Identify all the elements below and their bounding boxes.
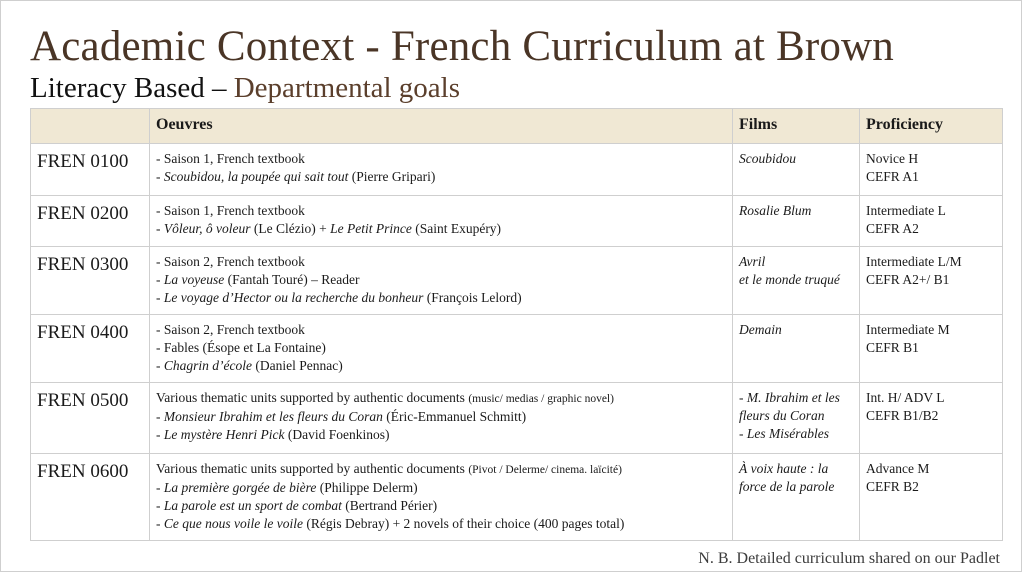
oeuvre-text: - xyxy=(156,409,164,424)
oeuvre-line xyxy=(156,253,726,271)
proficiency-level: Int. H/ ADV L xyxy=(866,390,945,405)
proficiency-level: CEFR B1 xyxy=(866,340,919,355)
oeuvre-line xyxy=(156,426,726,444)
proficiency-level: Advance M xyxy=(866,461,930,476)
oeuvre-text: (Pivot / Delerme/ cinema. laïcité) xyxy=(468,464,622,476)
film-title: - Les Misérables xyxy=(739,426,829,441)
oeuvre-text: (François Lelord) xyxy=(423,290,522,305)
oeuvre-text: (Pierre Gripari) xyxy=(348,169,436,184)
work-title: Le Petit Prince xyxy=(330,221,412,236)
course-code-text: FREN 0500 xyxy=(37,390,129,411)
oeuvre-text: (Daniel Pennac) xyxy=(251,358,343,373)
oeuvre-line xyxy=(156,271,726,289)
oeuvre-text: (Fantah Touré) – Reader xyxy=(224,272,360,287)
proficiency-level: CEFR A2 xyxy=(866,221,919,236)
oeuvre-line xyxy=(156,479,726,497)
oeuvre-text: Various thematic units supported by authentic documents xyxy=(156,461,469,476)
work-title: La première gorgée de bière xyxy=(163,480,317,495)
oeuvre-text: (music/ medias / graphic novel) xyxy=(468,393,614,405)
oeuvres-cell xyxy=(150,196,733,247)
films-cell xyxy=(733,383,860,454)
proficiency-cell xyxy=(860,196,1003,247)
films-cell xyxy=(733,196,860,247)
oeuvre-text: (Le Clézio) + xyxy=(250,221,331,236)
proficiency-level: Intermediate L/M xyxy=(866,254,962,269)
proficiency-cell xyxy=(860,247,1003,315)
film-title: et le monde truqué xyxy=(739,272,840,287)
proficiency-level: CEFR A2+/ B1 xyxy=(866,272,950,287)
oeuvre-line xyxy=(156,321,726,339)
oeuvre-text: - Saison 1, French textbook xyxy=(156,151,305,166)
film-title: Scoubidou xyxy=(739,151,796,166)
oeuvre-line xyxy=(156,460,726,479)
table-row xyxy=(31,144,1003,196)
oeuvre-text: (Éric-Emmanuel Schmitt) xyxy=(382,409,527,424)
work-title: Scoubidou, la poupée qui sait tout xyxy=(163,169,349,184)
oeuvre-text: - xyxy=(156,498,164,513)
oeuvre-text: Various thematic units supported by authentic documents xyxy=(156,390,469,405)
oeuvre-text: - xyxy=(156,358,164,373)
table-row xyxy=(31,315,1003,383)
table-header-row xyxy=(31,109,1003,144)
course-code-text: FREN 0400 xyxy=(37,322,129,343)
oeuvre-text: - xyxy=(156,290,164,305)
oeuvre-text: - xyxy=(156,169,164,184)
oeuvre-line xyxy=(156,220,726,238)
course-code xyxy=(31,454,150,541)
film-title: Demain xyxy=(739,322,782,337)
oeuvre-text: (David Foenkinos) xyxy=(284,427,390,442)
oeuvre-line xyxy=(156,357,726,375)
proficiency-cell xyxy=(860,383,1003,454)
oeuvre-line xyxy=(156,389,726,408)
work-title: La parole est un sport de combat xyxy=(163,498,342,513)
film-title: - M. Ibrahim et les fleurs du Coran xyxy=(739,390,840,423)
proficiency-level: Novice H xyxy=(866,151,919,166)
slide-subtitle xyxy=(30,72,460,105)
oeuvre-line xyxy=(156,339,726,357)
oeuvre-text: (Saint Exupéry) xyxy=(411,221,502,236)
oeuvres-cell xyxy=(150,315,733,383)
proficiency-level: Intermediate L xyxy=(866,203,946,218)
proficiency-level: Intermediate M xyxy=(866,322,950,337)
oeuvre-line xyxy=(156,515,726,533)
header-course xyxy=(31,109,150,144)
course-code xyxy=(31,247,150,315)
work-title: Monsieur Ibrahim et les fleurs du Coran xyxy=(163,409,383,424)
oeuvre-text: - xyxy=(156,427,164,442)
oeuvre-text: - xyxy=(156,516,164,531)
table-row xyxy=(31,454,1003,541)
course-code-text: FREN 0200 xyxy=(37,203,129,224)
work-title: Vôleur, ô voleur xyxy=(163,221,251,236)
oeuvre-text: (Philippe Delerm) xyxy=(316,480,418,495)
proficiency-level: CEFR A1 xyxy=(866,169,919,184)
header-oeuvres: Oeuvres xyxy=(150,109,733,144)
proficiency-level: CEFR B1/B2 xyxy=(866,408,939,423)
oeuvre-text: - Fables (Ésope et La Fontaine) xyxy=(156,340,326,355)
proficiency-cell xyxy=(860,454,1003,541)
oeuvre-text: - Saison 2, French textbook xyxy=(156,254,305,269)
slide-title: Academic Context - French Curriculum at Brown xyxy=(30,23,895,70)
curriculum-table xyxy=(30,108,1003,541)
header-films: Films xyxy=(733,109,860,144)
films-cell xyxy=(733,247,860,315)
oeuvres-cell xyxy=(150,247,733,315)
work-title: Ce que nous voile le voile xyxy=(163,516,303,531)
work-title: Le mystère Henri Pick xyxy=(163,427,285,442)
oeuvre-text: (Régis Debray) + 2 novels of their choice (400 pages total) xyxy=(302,516,625,531)
course-code-text: FREN 0300 xyxy=(37,254,129,275)
subtitle-prefix: Literacy Based – xyxy=(30,72,234,104)
oeuvre-text: - Saison 1, French textbook xyxy=(156,203,305,218)
oeuvre-line xyxy=(156,497,726,515)
work-title: Le voyage d’Hector ou la recherche du bonheur xyxy=(163,290,424,305)
films-cell xyxy=(733,454,860,541)
film-title: Avril xyxy=(739,254,766,269)
course-code xyxy=(31,144,150,196)
oeuvre-line xyxy=(156,202,726,220)
film-title: Rosalie Blum xyxy=(739,203,812,218)
table-row xyxy=(31,196,1003,247)
subtitle-highlight: Departmental goals xyxy=(233,72,461,104)
course-code xyxy=(31,196,150,247)
course-code-text: FREN 0100 xyxy=(37,151,129,172)
oeuvres-cell xyxy=(150,383,733,454)
work-title: Chagrin d’école xyxy=(163,358,252,373)
films-cell xyxy=(733,315,860,383)
oeuvre-line xyxy=(156,289,726,307)
oeuvre-text: - xyxy=(156,480,164,495)
oeuvre-line xyxy=(156,408,726,426)
work-title: La voyeuse xyxy=(163,272,225,287)
footer-note: N. B. Detailed curriculum shared on our Padlet xyxy=(698,550,1000,567)
course-code xyxy=(31,383,150,454)
header-proficiency: Proficiency xyxy=(860,109,1003,144)
oeuvre-line xyxy=(156,150,726,168)
proficiency-level: CEFR B2 xyxy=(866,479,919,494)
films-cell xyxy=(733,144,860,196)
table-row xyxy=(31,383,1003,454)
film-title: À voix haute : la force de la parole xyxy=(739,461,835,494)
table-row xyxy=(31,247,1003,315)
oeuvre-text: - xyxy=(156,272,164,287)
oeuvre-text: (Bertrand Périer) xyxy=(341,498,438,513)
course-code-text: FREN 0600 xyxy=(37,461,129,482)
oeuvre-text: - xyxy=(156,221,164,236)
oeuvre-line xyxy=(156,168,726,186)
oeuvre-text: - Saison 2, French textbook xyxy=(156,322,305,337)
oeuvres-cell xyxy=(150,144,733,196)
oeuvres-cell xyxy=(150,454,733,541)
course-code xyxy=(31,315,150,383)
proficiency-cell xyxy=(860,144,1003,196)
table-body xyxy=(31,144,1003,541)
proficiency-cell xyxy=(860,315,1003,383)
